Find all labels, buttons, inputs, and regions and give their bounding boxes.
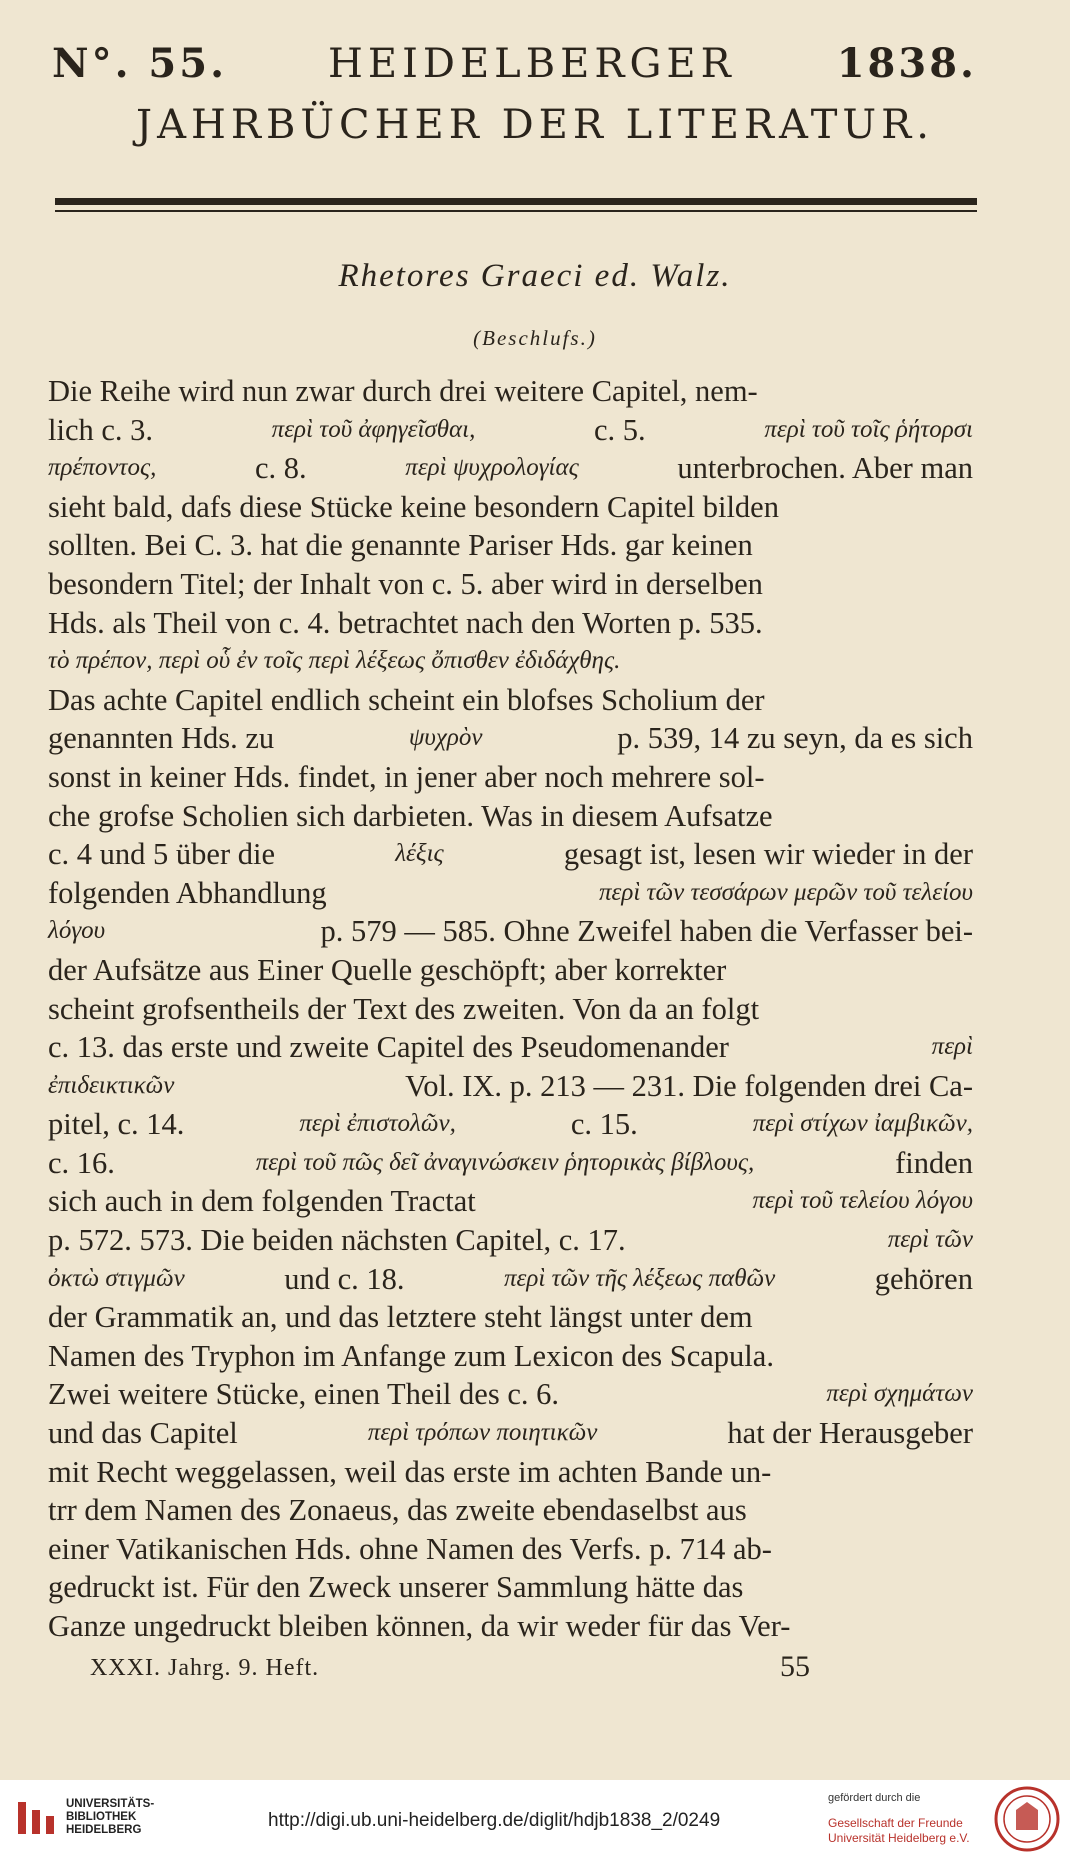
text-line bbox=[48, 1491, 973, 1530]
header-rule-thick bbox=[55, 198, 977, 205]
greek-text: περὶ στίχων ἰαμβικῶν, bbox=[752, 1110, 973, 1138]
text-line bbox=[48, 951, 973, 990]
text-line bbox=[48, 912, 973, 951]
text-line bbox=[48, 681, 973, 720]
text-segment: c. 5. bbox=[594, 412, 646, 447]
greek-text: περὶ τοῦ πῶς δεῖ ἀναγινώσκειν ῥητορικὰς βίβλους, bbox=[255, 1148, 755, 1176]
text-line bbox=[48, 1453, 973, 1492]
text-segment: p. 579 — 585. Ohne Zweifel haben die Verfasser bei- bbox=[320, 914, 973, 949]
greek-text: περὶ τῶν τεσσάρων μερῶν τοῦ τελείου bbox=[598, 878, 973, 906]
text-line bbox=[48, 449, 973, 488]
text-segment: c. 15. bbox=[570, 1107, 638, 1142]
greek-text: περὶ σχημάτων bbox=[826, 1380, 973, 1408]
library-name-line: UNIVERSITÄTS- bbox=[66, 1798, 155, 1810]
page-number: 55 bbox=[780, 1650, 810, 1683]
text-segment: scheint grofsentheils der Text des zweiten. Von da an folgt bbox=[48, 991, 760, 1026]
text-line bbox=[48, 1260, 973, 1299]
text-segment: unterbrochen. Aber man bbox=[677, 451, 973, 486]
text-segment: p. 572. 573. Die beiden nächsten Capitel, c. 17. bbox=[48, 1223, 626, 1258]
funding-note: gefördert durch die bbox=[828, 1792, 921, 1804]
text-segment: p. 539, 14 zu seyn, da es sich bbox=[617, 721, 973, 756]
library-name bbox=[66, 1798, 154, 1837]
text-line bbox=[48, 990, 973, 1029]
text-line bbox=[48, 488, 973, 527]
text-line bbox=[48, 604, 973, 643]
university-seal-icon bbox=[994, 1786, 1060, 1852]
greek-text: ἐπιδεικτικῶν bbox=[48, 1071, 175, 1099]
greek-text: περὶ ψυχρολογίας bbox=[405, 454, 579, 482]
text-line bbox=[48, 565, 973, 604]
society-name bbox=[828, 1816, 970, 1846]
greek-text: λέξις bbox=[395, 840, 444, 868]
greek-text: ψυχρὸν bbox=[408, 724, 483, 752]
text-segment: gedruckt ist. Für den Zweck unserer Sammlung hätte das bbox=[48, 1570, 744, 1605]
issue-number: N°. 55. bbox=[52, 40, 228, 87]
greek-text: περὶ τοῦ ἀφηγεῖσθαι, bbox=[271, 415, 476, 443]
journal-name: HEIDELBERGER bbox=[328, 41, 736, 87]
text-segment: mit Recht weggelassen, weil das erste im achten Bande un- bbox=[48, 1454, 772, 1489]
text-line bbox=[48, 1414, 973, 1453]
text-line bbox=[48, 1067, 973, 1106]
text-segment: der Grammatik an, und das letztere steht längst unter dem bbox=[48, 1300, 753, 1335]
greek-text: περὶ τοῦ τοῖς ῥήτορσι bbox=[764, 415, 973, 443]
text-line bbox=[48, 1375, 973, 1414]
text-line bbox=[48, 874, 973, 913]
text-segment: finden bbox=[895, 1145, 973, 1180]
text-segment: sollten. Bei C. 3. hat die genannte Pariser Hds. gar keinen bbox=[48, 528, 753, 563]
text-segment: gesagt ist, lesen wir wieder in der bbox=[563, 837, 973, 872]
greek-text: περὶ τοῦ τελείου λόγου bbox=[752, 1187, 973, 1215]
text-segment: Zwei weitere Stücke, einen Theil des c. 6. bbox=[48, 1377, 559, 1412]
text-line bbox=[48, 526, 973, 565]
text-segment: Hds. als Theil von c. 4. betrachtet nach den Worten p. 535. bbox=[48, 605, 763, 640]
permalink-url[interactable]: http://digi.ub.uni-heidelberg.de/diglit/hdjb1838_2/0249 bbox=[268, 1810, 721, 1831]
text-segment: Ganze ungedruckt bleiben können, da wir weder für das Ver- bbox=[48, 1609, 791, 1643]
text-segment: sonst in keiner Hds. findet, in jener aber noch mehrere sol- bbox=[48, 759, 765, 794]
society-line: Universität Heidelberg e.V. bbox=[828, 1831, 970, 1845]
text-segment: besondern Titel; der Inhalt von c. 5. aber wird in derselben bbox=[48, 566, 763, 601]
text-segment: der Aufsätze aus Einer Quelle geschöpft; aber korrekter bbox=[48, 952, 727, 987]
text-line bbox=[48, 1182, 973, 1221]
year: 1838. bbox=[836, 40, 977, 87]
text-segment: und das Capitel bbox=[48, 1416, 238, 1451]
text-line bbox=[48, 1028, 973, 1067]
text-segment: hat der Herausgeber bbox=[727, 1416, 973, 1451]
masthead bbox=[52, 40, 977, 87]
library-name-line: BIBLIOTHEK bbox=[66, 1811, 137, 1823]
greek-text: περὶ τρόπων ποιητικῶν bbox=[367, 1419, 598, 1447]
text-line bbox=[48, 758, 973, 797]
text-segment: c. 4 und 5 über die bbox=[48, 837, 275, 872]
article-body bbox=[48, 372, 973, 1646]
text-segment: Das achte Capitel endlich scheint ein blofses Scholium der bbox=[48, 682, 765, 717]
text-segment: che grofse Scholien sich darbieten. Was in diesem Aufsatze bbox=[48, 798, 773, 833]
text-segment: folgenden Abhandlung bbox=[48, 875, 327, 910]
text-line bbox=[48, 1607, 973, 1646]
text-segment: einer Vatikanischen Hds. ohne Namen des Verfs. p. 714 ab- bbox=[48, 1531, 772, 1566]
text-line bbox=[48, 1144, 973, 1183]
text-segment: lich c. 3. bbox=[48, 412, 154, 447]
text-segment: genannten Hds. zu bbox=[48, 721, 275, 756]
greek-text: ὀκτὼ στιγμῶν bbox=[48, 1264, 185, 1292]
text-segment: gehören bbox=[874, 1261, 973, 1296]
text-line bbox=[48, 835, 973, 874]
text-line bbox=[48, 1298, 973, 1337]
text-line bbox=[48, 1105, 973, 1144]
greek-text: περὶ ἐπιστολῶν, bbox=[299, 1110, 456, 1138]
text-line bbox=[48, 1530, 973, 1569]
article-title: Rhetores Graeci ed. Walz. bbox=[338, 258, 732, 294]
text-segment: c. 8. bbox=[254, 451, 307, 486]
greek-text: περὶ τῶν τῆς λέξεως παθῶν bbox=[504, 1264, 776, 1292]
text-segment: c. 16. bbox=[48, 1145, 115, 1180]
library-name-line: HEIDELBERG bbox=[66, 1824, 142, 1836]
text-line bbox=[48, 372, 973, 411]
text-segment: und c. 18. bbox=[284, 1261, 405, 1296]
text-segment: sieht bald, dafs diese Stücke keine besondern Capitel bilden bbox=[48, 489, 779, 524]
text-line bbox=[48, 1568, 973, 1607]
journal-title: JAHRBÜCHER DER LITERATUR. bbox=[136, 102, 934, 148]
text-segment: sich auch in dem folgenden Tractat bbox=[48, 1184, 476, 1219]
society-line: Gesellschaft der Freunde bbox=[828, 1816, 963, 1830]
text-segment: c. 13. das erste und zweite Capitel des Pseudomenander bbox=[48, 1030, 729, 1065]
text-segment: Die Reihe wird nun zwar durch drei weitere Capitel, nem- bbox=[48, 374, 758, 408]
library-logo-icon bbox=[12, 1794, 60, 1842]
text-segment: Namen des Tryphon im Anfange zum Lexicon des Scapula. bbox=[48, 1338, 774, 1373]
text-segment: trr dem Namen des Zonaeus, das zweite ebendaselbst aus bbox=[48, 1493, 747, 1528]
text-segment: Vol. IX. p. 213 — 231. Die folgenden drei Ca- bbox=[405, 1068, 973, 1103]
signature-mark: XXXI. Jahrg. 9. Heft. bbox=[90, 1655, 320, 1681]
viewer-footer bbox=[0, 1780, 1070, 1856]
text-line bbox=[48, 642, 973, 681]
text-line bbox=[48, 411, 973, 450]
greek-text: πρέποντος, bbox=[48, 454, 157, 482]
text-line bbox=[48, 797, 973, 836]
text-line bbox=[48, 719, 973, 758]
greek-text: περὶ bbox=[931, 1033, 973, 1061]
greek-text: περὶ τῶν bbox=[887, 1226, 973, 1254]
article-subtitle: (Beschlufs.) bbox=[473, 326, 597, 350]
text-line bbox=[48, 1337, 973, 1376]
header-rule-thin bbox=[55, 210, 977, 212]
text-line bbox=[48, 1221, 973, 1260]
text-segment: pitel, c. 14. bbox=[48, 1107, 185, 1142]
greek-text: λόγου bbox=[48, 917, 106, 945]
greek-text: τὸ πρέπον, περὶ οὗ ἐν τοῖς περὶ λέξεως ὄπισθεν ἐδιδάχθης. bbox=[48, 647, 621, 675]
